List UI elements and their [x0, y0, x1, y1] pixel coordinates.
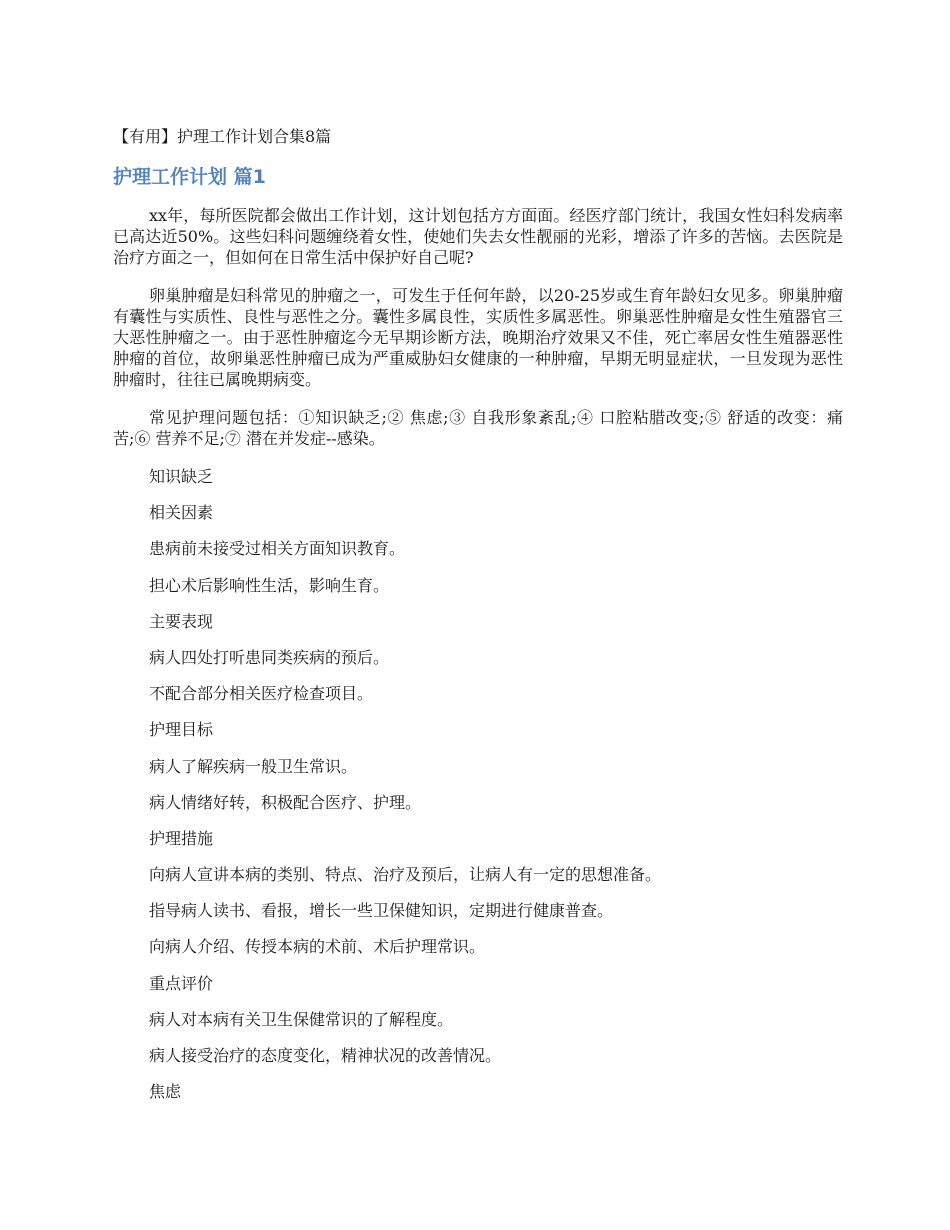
- list-item: 护理措施: [149, 828, 214, 848]
- list-item: 病人四处打听患同类疾病的预后。: [149, 647, 390, 667]
- list-item: 病人接受治疗的态度变化，精神状况的改善情况。: [149, 1046, 502, 1065]
- list-item: 相关因素: [149, 503, 214, 523]
- list-item: 病人情绪好转，积极配合医疗、护理。: [149, 792, 422, 812]
- list-item: 重点评价: [149, 973, 214, 993]
- list-item: 病人了解疾病一般卫生常识。: [149, 756, 358, 776]
- document-title: 【有用】护理工作计划合集8篇: [113, 127, 332, 146]
- section-heading: 护理工作计划 篇1: [113, 166, 266, 188]
- list-item: 患病前未接受过相关方面知识教育。: [149, 539, 406, 559]
- list-item: 担心术后影响性生活，影响生育。: [149, 575, 390, 595]
- paragraph-ovarian-tumor: 卵巢肿瘤是妇科常见的肿瘤之一，可发生于任何年龄，以20-25岁或生育年龄妇女见多。卵巢肿瘤有囊性与实质性、良性与恶性之分。囊性多属良性，实质性多属恶性。卵巢恶性肿瘤是女性生殖器官三大恶性肿瘤之一。由于恶性肿瘤迄今无早期诊断方法，晚期治疗效果又不佳，死亡率居女性生殖器恶性肿瘤的首位，故卵巢恶性肿瘤已成为严重威胁妇女健康的一种肿瘤，早期无明显症状，一旦发现为恶性肿瘤时，往往已属晚期病变。: [113, 286, 843, 389]
- list-item: 焦虑: [149, 1082, 182, 1102]
- list-item: 不配合部分相关医疗检查项目。: [149, 684, 374, 704]
- list-item: 护理目标: [149, 720, 214, 740]
- list-item: 主要表现: [149, 611, 214, 631]
- list-item: 向病人宣讲本病的类别、特点、治疗及预后，让病人有一定的思想准备。: [149, 865, 662, 885]
- nursing-item-list: [149, 466, 849, 1117]
- paragraph-nursing-problems: 常见护理问题包括：①知识缺乏;② 焦虑;③ 自我形象紊乱;④ 口腔粘腊改变;⑤ 舒适的改变：痛苦;⑥ 营养不足;⑦ 潜在并发症--感染。: [113, 408, 843, 448]
- paragraph-intro: xx年，每所医院都会做出工作计划，这计划包括方方面面。经医疗部门统计，我国女性妇科发病率已高达近50%。这些妇科问题缠绕着女性，使她们失去女性靓丽的光彩，增添了许多的苦恼。去医院是治疗方面之一，但如何在日常生活中保护好自己呢?: [113, 206, 843, 267]
- list-item: 向病人介绍、传授本病的术前、术后护理常识。: [149, 937, 486, 957]
- list-item: 指导病人读书、看报，增长一些卫保健知识，定期进行健康普查。: [149, 901, 614, 921]
- list-item: 病人对本病有关卫生保健常识的了解程度。: [149, 1009, 454, 1029]
- list-item: 知识缺乏: [149, 467, 214, 486]
